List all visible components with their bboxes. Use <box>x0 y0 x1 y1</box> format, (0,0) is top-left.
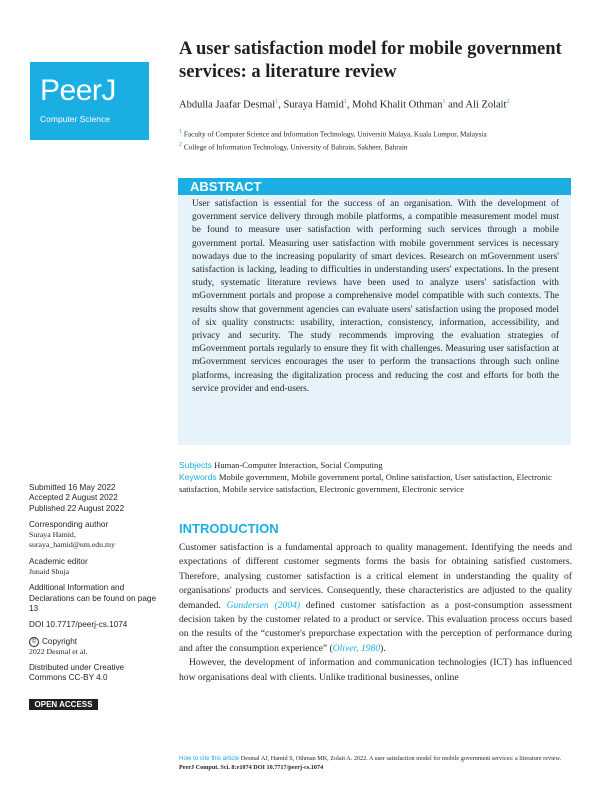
author-conjunction: and <box>448 99 464 111</box>
copyright-text: 2022 Desmal et al. <box>29 646 88 656</box>
published-date: Published 22 August 2022 <box>29 503 125 513</box>
affiliation-item <box>179 140 579 153</box>
additional-info-note[interactable]: Additional Information and Declarations can be found on page 13 <box>29 583 156 613</box>
copyright-icon: © <box>29 637 39 647</box>
corresponding-author-name: Suraya Hamid, <box>29 530 76 540</box>
corresponding-author-email[interactable]: suraya_hamid@um.edu.my <box>29 540 115 550</box>
license-text[interactable]: Distributed under Creative Commons CC-BY 4.0 <box>29 663 125 683</box>
footer-label: How to cite this article <box>179 755 240 762</box>
affiliation-number: 2 <box>179 141 182 148</box>
accepted-date: Accepted 2 August 2022 <box>29 493 118 503</box>
affiliations <box>179 127 579 153</box>
subjects-line <box>179 460 574 472</box>
affiliation-number: 1 <box>179 129 182 135</box>
author-affil-mark: 1 <box>275 99 279 105</box>
author-name: Ali Zolait <box>465 99 507 111</box>
introduction-heading: INTRODUCTION <box>179 521 279 536</box>
affiliation-item <box>179 127 579 140</box>
academic-editor-name[interactable]: Junaid Shuja <box>29 567 70 577</box>
subjects-label: Subjects <box>179 460 212 470</box>
open-access-badge: OPEN ACCESS <box>29 699 98 710</box>
keywords-text: Mobile government, Mobile government portal, Online satisfaction, User satisfaction, Electronic satisfaction, Mobile service satisfaction, Electronic government, Electronic service <box>179 472 552 494</box>
footer-journal[interactable]: PeerJ Comput. Sci. 8:e1074 DOI 10.7717/peerj-cs.1074 <box>179 764 324 771</box>
article-title: A user satisfaction model for mobile government services: a literature review <box>179 39 562 82</box>
footer-text: Desmal AJ, Hamid S, Othman MK, Zolait A. 2022. A user satisfaction model for mobile government services: a literature review. <box>239 755 562 762</box>
keywords-label: Keywords <box>179 472 217 482</box>
subjects-text[interactable]: Human-Computer Interaction, Social Computing <box>214 460 383 470</box>
author-list: Abdulla Jaafar Desmal$^1$, Suraya Hamid$^1$, Mohd Khalit Othman$^1$ and Ali Zolait$^2$ <box>179 99 510 111</box>
academic-editor-label: Academic editor <box>29 556 88 566</box>
introduction-body <box>179 541 572 685</box>
citation-link[interactable]: Oliver, 1980 <box>332 642 381 654</box>
affiliation-text: College of Information Technology, University of Bahrain, Sakheer, Bahrain <box>183 142 408 152</box>
author-name: Mohd Khalit Othman <box>352 99 443 111</box>
intro-text: Customer satisfaction is a fundamental approach to quality management. Identifying the needs and expectations of different customer segments forms the basis for obtaining satisfied customers. Therefore, analysing customer satisfaction is a critical element in understanding the quality of organisations' products and services. Consequently, these characteristics are adjusted to the quality demanded. <box>179 542 572 611</box>
affiliation-text: Faculty of Computer Science and Information Technology, Universiti Malaya, Kuala Lumpur, Malaysia <box>183 129 487 139</box>
abstract-heading: ABSTRACT <box>178 178 571 195</box>
submitted-date: Submitted 16 May 2022 <box>29 483 116 492</box>
corresponding-author-label: Corresponding author <box>29 519 109 529</box>
intro-paragraph <box>179 541 572 656</box>
intro-text: ). <box>380 642 386 654</box>
article-sidebar <box>29 483 159 684</box>
logo-subtitle: Computer Science <box>40 114 110 124</box>
author-affil-mark: 1 <box>343 99 347 105</box>
doi-line[interactable]: DOI 10.7717/peerj-cs.1074 <box>29 620 128 630</box>
author-affil-mark: 2 <box>506 99 510 105</box>
copyright-label: Copyright <box>42 636 78 646</box>
intro-paragraph: However, the development of information and communication technologies (ICT) has influenced how organisations deal with clients. Unlike traditional businesses, online <box>179 657 572 683</box>
keywords-line <box>179 472 574 495</box>
author-name: Suraya Hamid <box>283 99 344 111</box>
copyright-row <box>29 637 159 647</box>
intro-text: defined customer satisfaction as a post-consumption assessment decision taken by the customer related to a product or service. This evaluation process occurs based on the results of the “customer's prepurchase expectation with the perception of performance during and after the consumption experience” ( <box>179 599 572 654</box>
citation-link[interactable]: Gundersen (2004) <box>226 599 301 611</box>
logo-mark: PeerJ <box>40 74 116 107</box>
author-name: Abdulla Jaafar Desmal <box>179 99 276 111</box>
abstract-body: User satisfaction is essential for the success of an organisation. With the development of government service delivery through mobile platforms, a compatible measurement model must be found to measure user satisfaction with performing such services through a mobile government portal. Measuring user satisfaction with mobile government services is necessary nowadays due to the increasing popularity of smart devices. Research on mGovernment users' satisfaction is lacking, leading to difficulties in understanding users' expectations. In the present study, systematic literature reviews have been used to analyze users' satisfaction with mGovernment portals and propose a comprehensive model compatible with such contexts. The results show that government agencies can evaluate users' satisfaction using the proposed model of six quality constructs: usability, interaction, consistency, information, accessibility, and privacy and security. The study recommends improving the evaluation strategies of mGovernment portals regularly to ensure they fit with challenges. Measuring user satisfaction at mGovernment services encourages the user to perform the transactions through such online platforms, increasing the digitalization process and reducing the cost and efforts for both the service provider and end-users. <box>178 195 571 445</box>
peerj-logo <box>30 62 149 140</box>
author-affil-mark: 1 <box>442 99 446 105</box>
citation-footer <box>179 754 574 772</box>
